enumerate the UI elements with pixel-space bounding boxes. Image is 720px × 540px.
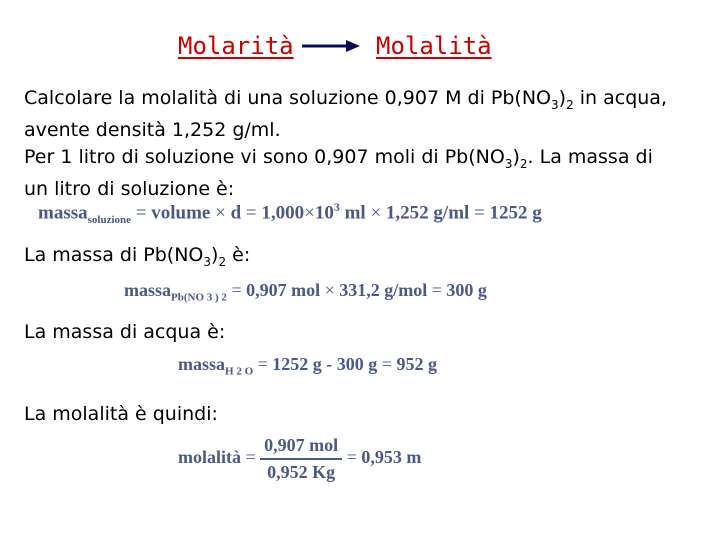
equation-mass-water: massa$_{H 2 O}$ = 1252 g - 300 g = 952 g [178, 354, 437, 378]
solution-step-1 [24, 145, 714, 202]
solution-step-2: La massa di $Pb(NO_3)_2$ è: [24, 244, 251, 269]
title-molarita: Molarità [178, 32, 294, 60]
problem-line-1: Calcolare la molalità di una soluzione 0,907 M di $Pb(NO_3)_2$ in acqua, [24, 87, 667, 112]
step1-line-2: un litro di soluzione è: [24, 177, 235, 200]
equation-mass-lead-nitrate: massa$_{Pb(NO 3 ) 2}$ = 0,907 mol × 331,2 g/mol = 300 g [124, 280, 487, 304]
problem-line-2: avente densità 1,252 g/ml. [24, 118, 281, 141]
title-molalita: Molalità [376, 32, 492, 60]
fraction-denominator: 0,952 Kg [267, 462, 336, 482]
problem-statement [24, 86, 714, 143]
step1-line-1: Per 1 litro di soluzione vi sono 0,907 moli di $Pb(NO_3)_2$. La massa di [24, 146, 653, 171]
solution-step-4: La molalità è quindi: [24, 403, 218, 425]
molality-fraction [260, 435, 342, 483]
right-arrow-icon [300, 38, 362, 54]
equation-molality: molalità = $\frac{\text{0,907 mol}}{0,952 Kg}$ = 0,953 m [178, 435, 422, 482]
solution-step-3: La massa di acqua è: [24, 321, 226, 343]
fraction-numerator: 0,907 mol [260, 435, 342, 460]
equation-mass-solution: massa$_{soluzione}$ = volume × $d = 1,000\times 10^3$ ml × 1,252 g/ml = 1252 g [38, 200, 542, 227]
